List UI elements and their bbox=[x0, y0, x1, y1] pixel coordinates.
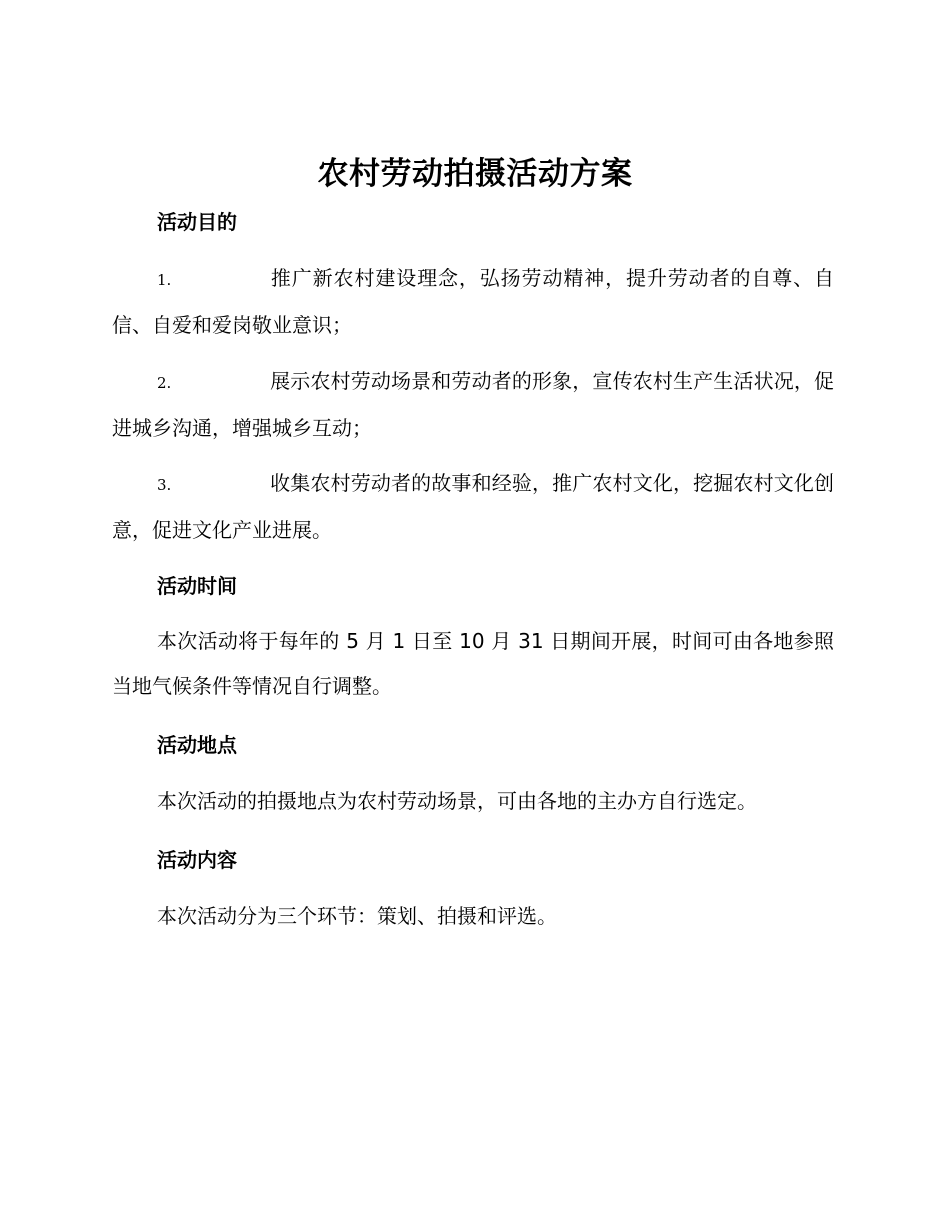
paragraph-content: 本次活动分为三个环节：策划、拍摄和评选。 bbox=[157, 904, 557, 928]
section-heading-time: 活动时间 bbox=[157, 574, 237, 598]
paragraph-time: 本次活动将于每年的 5 月 1 日至 10 月 31 日期间开展，时间可由各地参照当地气候条件等情况自行调整。 bbox=[112, 629, 834, 698]
list-number: 3. bbox=[157, 476, 172, 494]
list-item-text: 推广新农村建设理念，弘扬劳动精神，提升劳动者的自尊、自信、自爱和爱岗敬业意识； bbox=[112, 266, 834, 337]
list-number: 1. bbox=[157, 271, 172, 289]
list-item-1 bbox=[112, 256, 834, 348]
section-heading-location: 活动地点 bbox=[157, 733, 237, 757]
list-item-text: 展示农村劳动场景和劳动者的形象，宣传农村生产生活状况，促进城乡沟通，增强城乡互动； bbox=[112, 369, 834, 440]
paragraph-location: 本次活动的拍摄地点为农村劳动场景，可由各地的主办方自行选定。 bbox=[157, 789, 757, 813]
list-number: 2. bbox=[157, 374, 172, 392]
document-title: 农村劳动拍摄活动方案 bbox=[317, 156, 633, 192]
list-item-text: 收集农村劳动者的故事和经验，推广农村文化，挖掘农村文化创意，促进文化产业进展。 bbox=[112, 471, 834, 542]
section-heading-purpose: 活动目的 bbox=[157, 210, 237, 234]
section-heading-content: 活动内容 bbox=[157, 848, 237, 872]
list-item-3 bbox=[112, 461, 834, 553]
list-item-2 bbox=[112, 359, 834, 451]
